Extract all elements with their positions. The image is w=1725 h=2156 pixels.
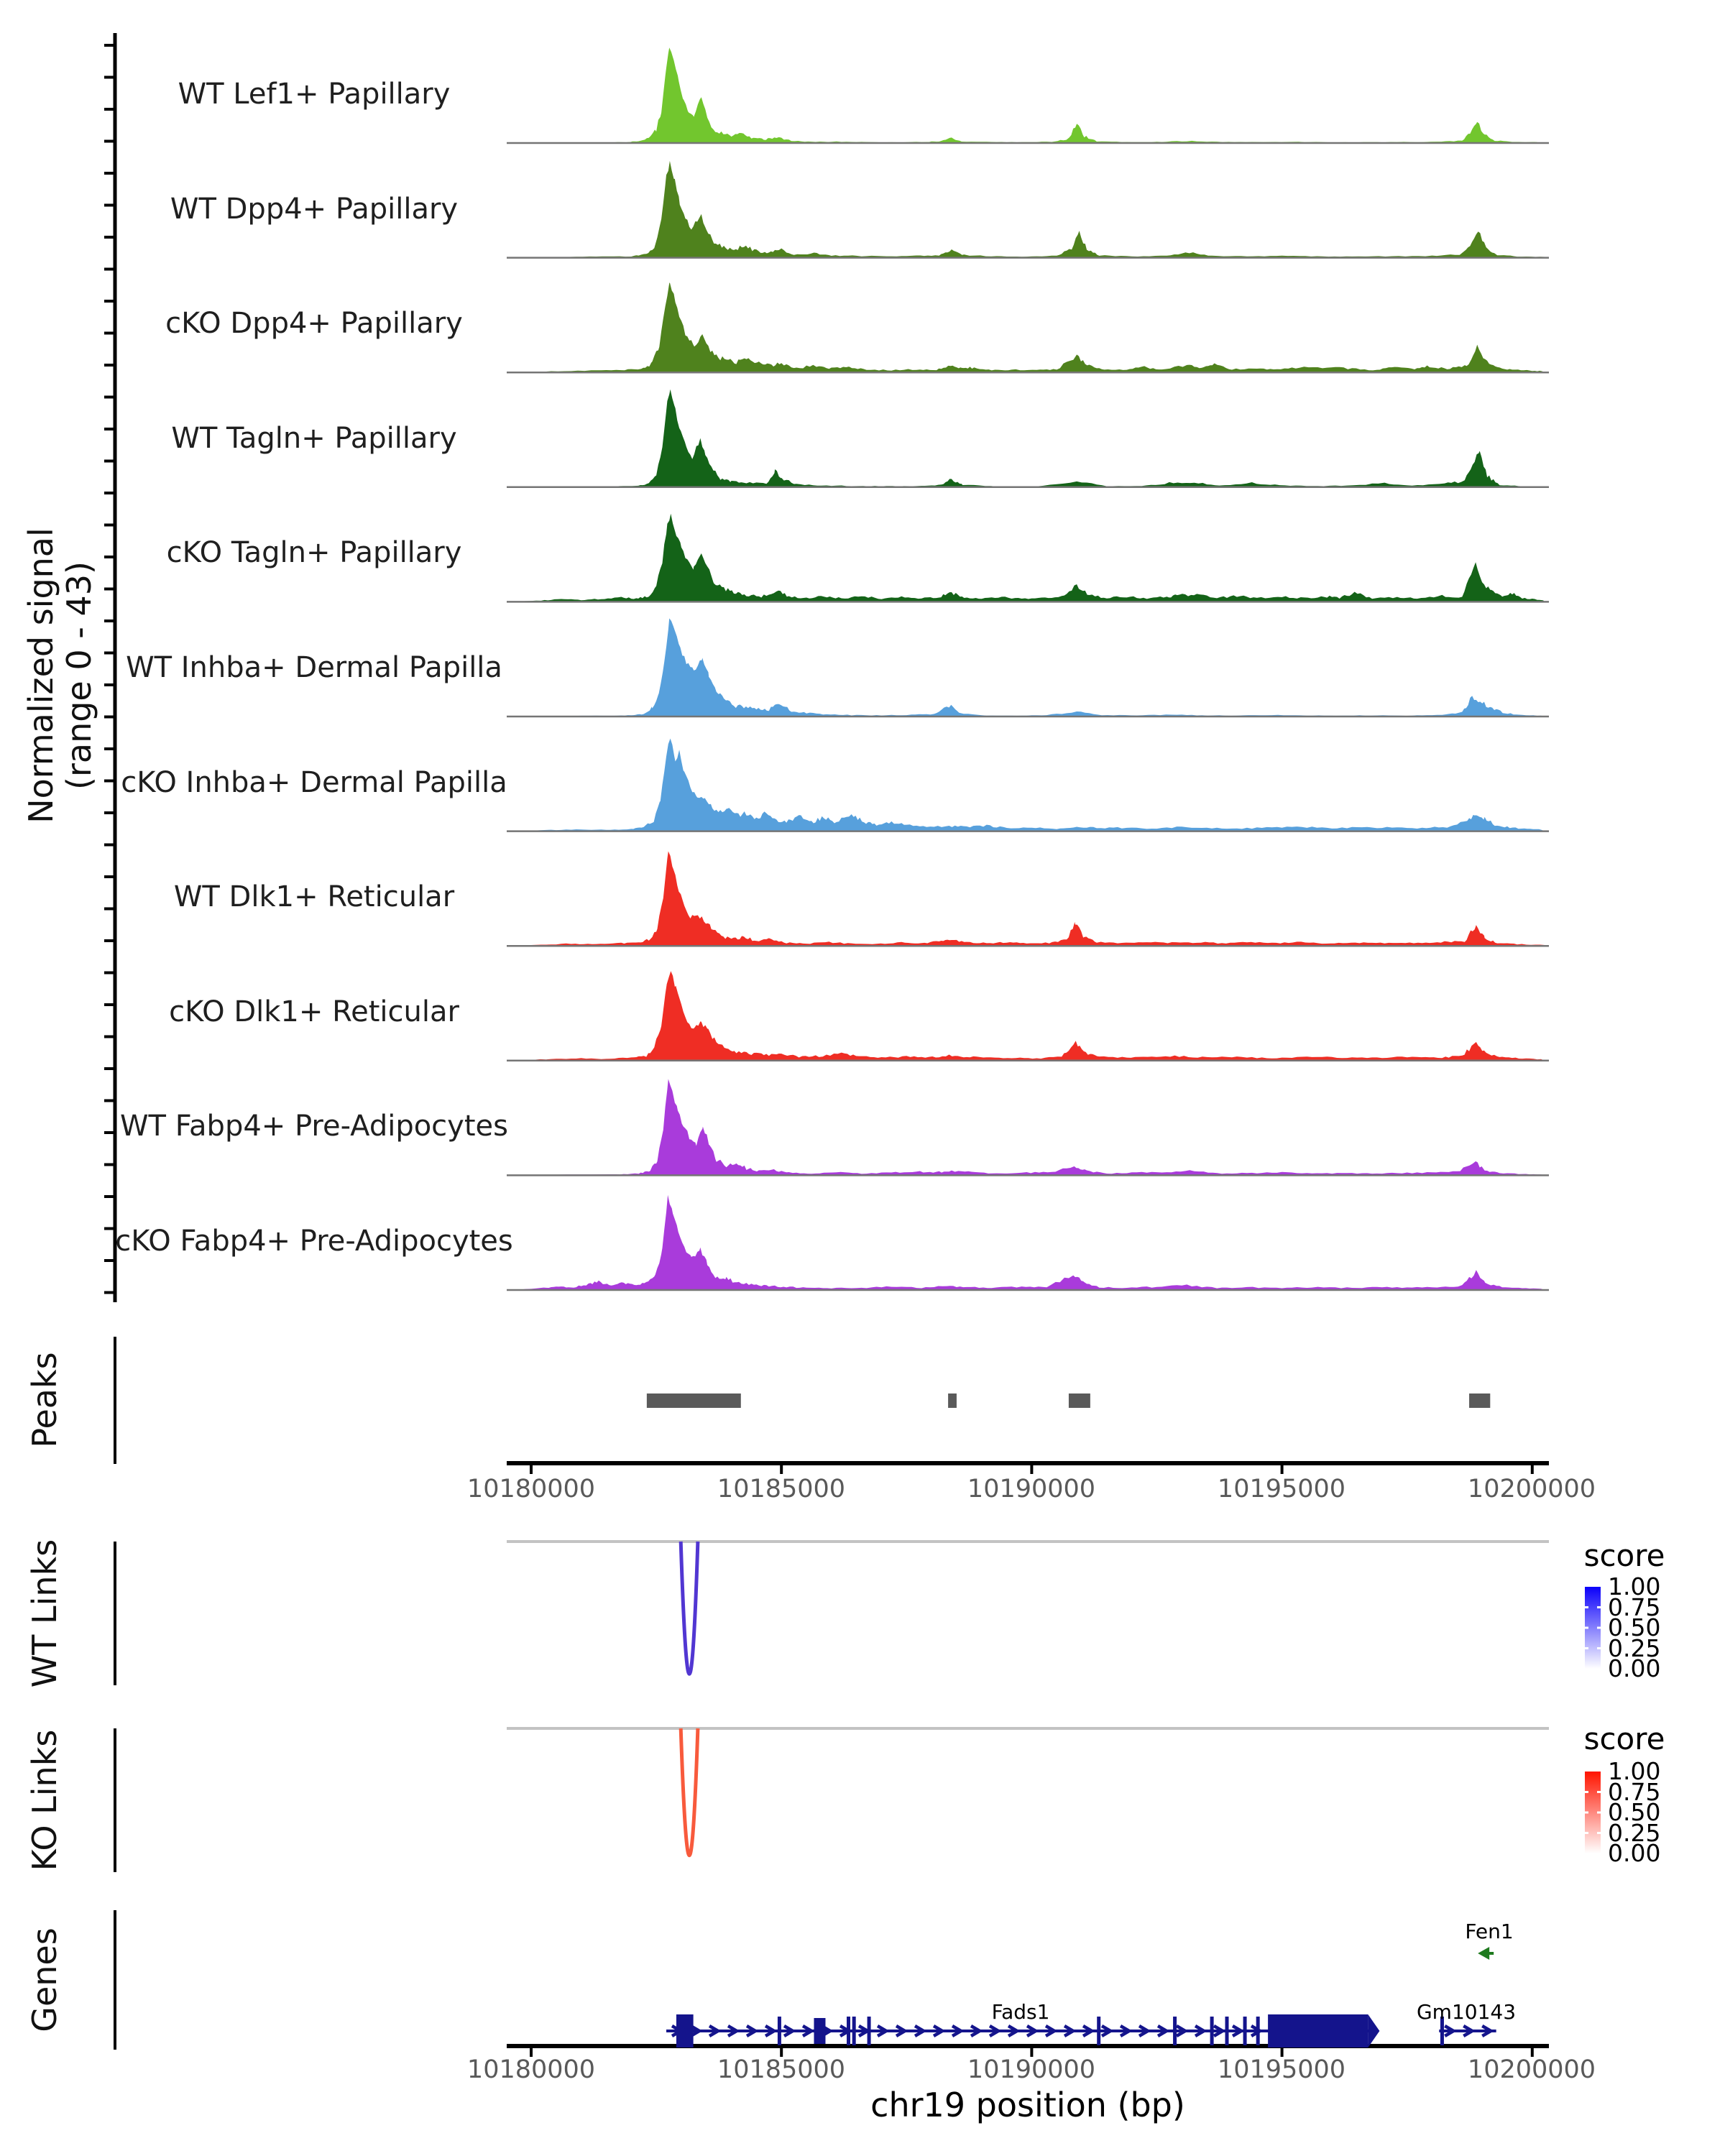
peaks-axis-tick-10190000: 10190000 — [967, 1475, 1096, 1503]
track-label-cko-inhba: cKO Inhba+ Dermal Papilla — [121, 766, 507, 799]
y-axis-label-line1: Normalized signal — [22, 528, 60, 824]
wt-legend-0.00: 0.00 — [1608, 1654, 1661, 1682]
ko-score-legend-title: score — [1583, 1721, 1665, 1756]
genes-axis-tick-10180000: 10180000 — [466, 2055, 596, 2084]
ko-legend-0.00: 0.00 — [1608, 1839, 1661, 1867]
genes-axis-tick-10190000: 10190000 — [967, 2055, 1096, 2084]
peaks-axis-tick-10200000: 10200000 — [1467, 1475, 1596, 1503]
track-label-wt-dpp4: WT Dpp4+ Papillary — [170, 193, 459, 226]
wt-legend-0.50: 0.50 — [1608, 1613, 1661, 1641]
ko-legend-0.25: 0.25 — [1608, 1819, 1661, 1847]
track-label-cko-dlk1: cKO Dlk1+ Reticular — [169, 995, 459, 1028]
y-axis-label-line2: (range 0 - 43) — [60, 561, 98, 790]
track-label-wt-fabp4: WT Fabp4+ Pre-Adipocytes — [120, 1110, 508, 1143]
track-label-wt-inhba: WT Inhba+ Dermal Papilla — [126, 651, 502, 684]
wt-links-section-label: WT Links — [25, 1539, 64, 1688]
x-axis-label: chr19 position (bp) — [870, 2086, 1185, 2124]
genes-layer — [666, 1947, 1496, 2047]
peaks-axis-tick-10180000: 10180000 — [466, 1475, 596, 1503]
track-label-wt-lef1: WT Lef1+ Papillary — [178, 78, 451, 111]
ko-links-section-label: KO Links — [25, 1729, 64, 1871]
score-legend-layer — [1583, 1587, 1602, 1853]
ko-legend-0.75: 0.75 — [1608, 1778, 1661, 1806]
ko-legend-1.00: 1.00 — [1608, 1757, 1661, 1785]
track-label-wt-dlk1: WT Dlk1+ Reticular — [173, 880, 455, 913]
gene-label-gm10143: Gm10143 — [1416, 2000, 1517, 2024]
ko-legend-0.50: 0.50 — [1608, 1798, 1661, 1826]
peaks-section-label: Peaks — [25, 1352, 64, 1448]
genes-axis-tick-10195000: 10195000 — [1217, 2055, 1346, 2084]
wt-legend-0.25: 0.25 — [1608, 1634, 1661, 1662]
wt-legend-0.75: 0.75 — [1608, 1593, 1661, 1621]
wt-score-legend-title: score — [1583, 1538, 1665, 1573]
genes-axis-tick-10200000: 10200000 — [1467, 2055, 1596, 2084]
track-label-cko-dpp4: cKO Dpp4+ Papillary — [165, 307, 463, 340]
track-label-cko-tagln: cKO Tagln+ Papillary — [166, 536, 462, 569]
wt-legend-1.00: 1.00 — [1608, 1572, 1661, 1600]
links-layer — [507, 1540, 1549, 1856]
peaks-axis-tick-10185000: 10185000 — [717, 1475, 846, 1503]
peaks-axis-tick-10195000: 10195000 — [1217, 1475, 1346, 1503]
peaks-layer — [647, 1393, 1490, 1408]
gene-label-fads1: Fads1 — [991, 2000, 1050, 2024]
genes-section-label: Genes — [25, 1927, 64, 2032]
genes-axis-tick-10185000: 10185000 — [717, 2055, 846, 2084]
coverage-tracks-layer — [507, 47, 1549, 1290]
track-label-cko-fabp4: cKO Fabp4+ Pre-Adipocytes — [115, 1225, 513, 1258]
track-label-wt-tagln: WT Tagln+ Papillary — [171, 422, 457, 455]
gene-label-fen1: Fen1 — [1465, 1920, 1514, 1943]
